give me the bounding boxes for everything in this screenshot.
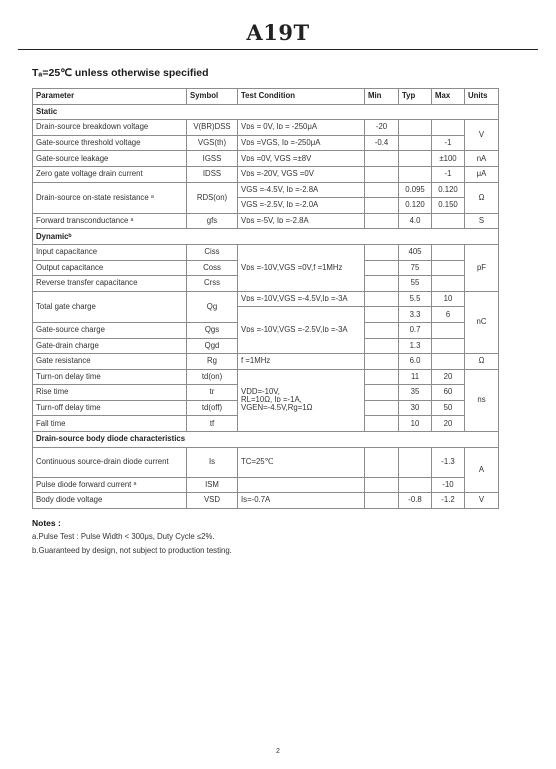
- param-cell: Gate-source charge: [33, 322, 187, 338]
- condition-cell: Vᴅs =-10V,VGS =-4.5V,Iᴅ =-3A: [238, 291, 365, 307]
- symbol-cell: Qgd: [187, 338, 238, 354]
- electrical-characteristics-table: [32, 88, 499, 509]
- typ-cell: 11: [399, 369, 432, 385]
- max-cell: 6: [432, 307, 465, 323]
- condition-cell: Vᴅs =-20V, VGS =0V: [238, 166, 365, 182]
- table-row: [33, 213, 499, 229]
- typ-cell: 405: [399, 244, 432, 260]
- max-cell: 10: [432, 291, 465, 307]
- min-cell: [365, 182, 399, 198]
- section-label: Dynamicᵇ: [33, 229, 499, 245]
- note-b: b.Guaranteed by design, not subject to production testing.: [32, 546, 232, 555]
- table-row: [33, 447, 499, 477]
- param-cell: Total gate charge: [33, 291, 187, 322]
- condition-cell: [238, 477, 365, 493]
- max-cell: -10: [432, 477, 465, 493]
- typ-cell: 6.0: [399, 354, 432, 370]
- min-cell: [365, 307, 399, 323]
- typ-cell: 3.3: [399, 307, 432, 323]
- unit-cell: nA: [465, 151, 499, 167]
- typ-cell: 30: [399, 400, 432, 416]
- symbol-cell: gfs: [187, 213, 238, 229]
- param-cell: Gate resistance: [33, 354, 187, 370]
- typ-cell: 10: [399, 416, 432, 432]
- symbol-cell: Ciss: [187, 244, 238, 260]
- typ-cell: 75: [399, 260, 432, 276]
- param-cell: Turn-on delay time: [33, 369, 187, 385]
- condition-cell: f =1MHz: [238, 354, 365, 370]
- switch-cond-line: VGEN=-4.5V,Rg=1Ω: [241, 403, 313, 413]
- symbol-cell: RDS(on): [187, 182, 238, 213]
- table-row: [33, 369, 499, 385]
- typ-cell: 0.095: [399, 182, 432, 198]
- max-cell: [432, 213, 465, 229]
- max-cell: -1.3: [432, 447, 465, 477]
- condition-cell: Is=-0.7A: [238, 493, 365, 509]
- symbol-cell: Qgs: [187, 322, 238, 338]
- page-title: A19T: [246, 20, 310, 45]
- condition-cell: Vᴅs =-10V,VGS =0V,f =1MHz: [238, 244, 365, 291]
- min-cell: [365, 400, 399, 416]
- symbol-cell: Coss: [187, 260, 238, 276]
- max-cell: 20: [432, 369, 465, 385]
- section-row-diode: [33, 432, 499, 448]
- min-cell: [365, 322, 399, 338]
- max-cell: -1.2: [432, 493, 465, 509]
- section-label: Static: [33, 104, 499, 120]
- table-row: [33, 135, 499, 151]
- condition-cell: Vᴅs =-10V,VGS =-2.5V,Iᴅ =-3A: [238, 307, 365, 354]
- symbol-cell: VGS(th): [187, 135, 238, 151]
- header-min: Min: [365, 89, 399, 105]
- header-typ: Typ: [399, 89, 432, 105]
- max-cell: [432, 244, 465, 260]
- min-cell: [365, 493, 399, 509]
- min-cell: [365, 244, 399, 260]
- test-conditions-caption: Tₐ=25℃ unless otherwise specified: [32, 67, 209, 79]
- switch-cond-line: RL=10Ω, Iᴅ =-1A,: [241, 395, 302, 405]
- typ-cell: 4.0: [399, 213, 432, 229]
- table-row: [33, 166, 499, 182]
- param-cell: Continuous source-drain diode current: [33, 447, 187, 477]
- min-cell: [365, 447, 399, 477]
- typ-cell: 55: [399, 276, 432, 292]
- max-cell: -1: [432, 135, 465, 151]
- min-cell: [365, 338, 399, 354]
- typ-cell: [399, 135, 432, 151]
- symbol-cell: tf: [187, 416, 238, 432]
- typ-cell: 0.120: [399, 198, 432, 214]
- param-cell: Gate-drain charge: [33, 338, 187, 354]
- table-row: [33, 244, 499, 260]
- min-cell: [365, 354, 399, 370]
- max-cell: [432, 276, 465, 292]
- max-cell: 0.120: [432, 182, 465, 198]
- param-cell: Drain-source on-state resistance ᵃ: [33, 182, 187, 213]
- condition-cell: Vᴅs =VGS, Iᴅ =-250μA: [238, 135, 365, 151]
- param-cell: Fall time: [33, 416, 187, 432]
- min-cell: [365, 369, 399, 385]
- symbol-cell: IGSS: [187, 151, 238, 167]
- min-cell: [365, 276, 399, 292]
- param-cell: Reverse transfer capacitance: [33, 276, 187, 292]
- max-cell: 20: [432, 416, 465, 432]
- max-cell: -1: [432, 166, 465, 182]
- symbol-cell: Crss: [187, 276, 238, 292]
- max-cell: [432, 260, 465, 276]
- param-cell: Forward transconductance ᵃ: [33, 213, 187, 229]
- unit-cell: nC: [465, 291, 499, 353]
- header-rule: [18, 49, 538, 50]
- typ-cell: 1.3: [399, 338, 432, 354]
- min-cell: [365, 260, 399, 276]
- table-header-row: [33, 89, 499, 105]
- symbol-cell: ISM: [187, 477, 238, 493]
- table-row: [33, 291, 499, 307]
- table-row: [33, 182, 499, 198]
- unit-cell: S: [465, 213, 499, 229]
- symbol-cell: td(on): [187, 369, 238, 385]
- param-cell: Turn-off delay time: [33, 400, 187, 416]
- condition-cell: VGS =-2.5V, Iᴅ =-2.0A: [238, 198, 365, 214]
- param-cell: Drain-source breakdown voltage: [33, 120, 187, 136]
- min-cell: [365, 291, 399, 307]
- min-cell: [365, 213, 399, 229]
- param-cell: Rise time: [33, 385, 187, 401]
- min-cell: [365, 416, 399, 432]
- min-cell: -0.4: [365, 135, 399, 151]
- table-row: [33, 493, 499, 509]
- typ-cell: [399, 151, 432, 167]
- condition-cell: TC=25℃: [238, 447, 365, 477]
- header-symbol: Symbol: [187, 89, 238, 105]
- typ-cell: [399, 166, 432, 182]
- typ-cell: 35: [399, 385, 432, 401]
- symbol-cell: td(off): [187, 400, 238, 416]
- min-cell: [365, 166, 399, 182]
- symbol-cell: Rg: [187, 354, 238, 370]
- header-parameter: Parameter: [33, 89, 187, 105]
- max-cell: 50: [432, 400, 465, 416]
- min-cell: -20: [365, 120, 399, 136]
- symbol-cell: V(BR)DSS: [187, 120, 238, 136]
- max-cell: [432, 120, 465, 136]
- unit-cell: A: [465, 447, 499, 493]
- symbol-cell: Qg: [187, 291, 238, 322]
- typ-cell: [399, 477, 432, 493]
- max-cell: 60: [432, 385, 465, 401]
- unit-cell: Ω: [465, 354, 499, 370]
- header-test-condition: Test Condition: [238, 89, 365, 105]
- min-cell: [365, 198, 399, 214]
- param-cell: Gate-source leakage: [33, 151, 187, 167]
- table-row: [33, 120, 499, 136]
- param-cell: Zero gate voltage drain current: [33, 166, 187, 182]
- symbol-cell: tr: [187, 385, 238, 401]
- condition-cell: Vᴅs = 0V, Iᴅ = -250μA: [238, 120, 365, 136]
- section-row-static: [33, 104, 499, 120]
- symbol-cell: VSD: [187, 493, 238, 509]
- typ-cell: 0.7: [399, 322, 432, 338]
- min-cell: [365, 151, 399, 167]
- symbol-cell: IDSS: [187, 166, 238, 182]
- unit-cell: V: [465, 120, 499, 151]
- table-row: [33, 354, 499, 370]
- table-row: [33, 477, 499, 493]
- typ-cell: -0.8: [399, 493, 432, 509]
- typ-cell: 5.5: [399, 291, 432, 307]
- condition-cell: [238, 369, 365, 431]
- header-units: Units: [465, 89, 499, 105]
- notes-heading: Notes :: [32, 518, 61, 528]
- section-row-dynamic: [33, 229, 499, 245]
- max-cell: ±100: [432, 151, 465, 167]
- unit-cell: pF: [465, 244, 499, 291]
- page-number: 2: [276, 748, 280, 755]
- header-max: Max: [432, 89, 465, 105]
- table-row: [33, 151, 499, 167]
- typ-cell: [399, 447, 432, 477]
- switch-cond-line: VDD=-10V,: [241, 387, 280, 397]
- unit-cell: μA: [465, 166, 499, 182]
- condition-cell: Vᴅs =-5V, Iᴅ =-2.8A: [238, 213, 365, 229]
- typ-cell: [399, 120, 432, 136]
- min-cell: [365, 385, 399, 401]
- condition-cell: Vᴅs =0V, VGS =±8V: [238, 151, 365, 167]
- unit-cell: ns: [465, 369, 499, 431]
- max-cell: [432, 322, 465, 338]
- max-cell: 0.150: [432, 198, 465, 214]
- max-cell: [432, 354, 465, 370]
- param-cell: Output capacitance: [33, 260, 187, 276]
- notes-block: [32, 518, 232, 560]
- max-cell: [432, 338, 465, 354]
- condition-cell: VGS =-4.5V, Iᴅ =-2.8A: [238, 182, 365, 198]
- unit-cell: V: [465, 493, 499, 509]
- min-cell: [365, 477, 399, 493]
- param-cell: Body diode voltage: [33, 493, 187, 509]
- unit-cell: Ω: [465, 182, 499, 213]
- section-label: Drain-source body diode characteristics: [33, 432, 499, 448]
- param-cell: Input capacitance: [33, 244, 187, 260]
- symbol-cell: Is: [187, 447, 238, 477]
- param-cell: Pulse diode forward current ᵃ: [33, 477, 187, 493]
- note-a: a.Pulse Test : Pulse Width < 300μs, Duty Cycle ≤2%.: [32, 532, 215, 541]
- param-cell: Gate-source threshold voltage: [33, 135, 187, 151]
